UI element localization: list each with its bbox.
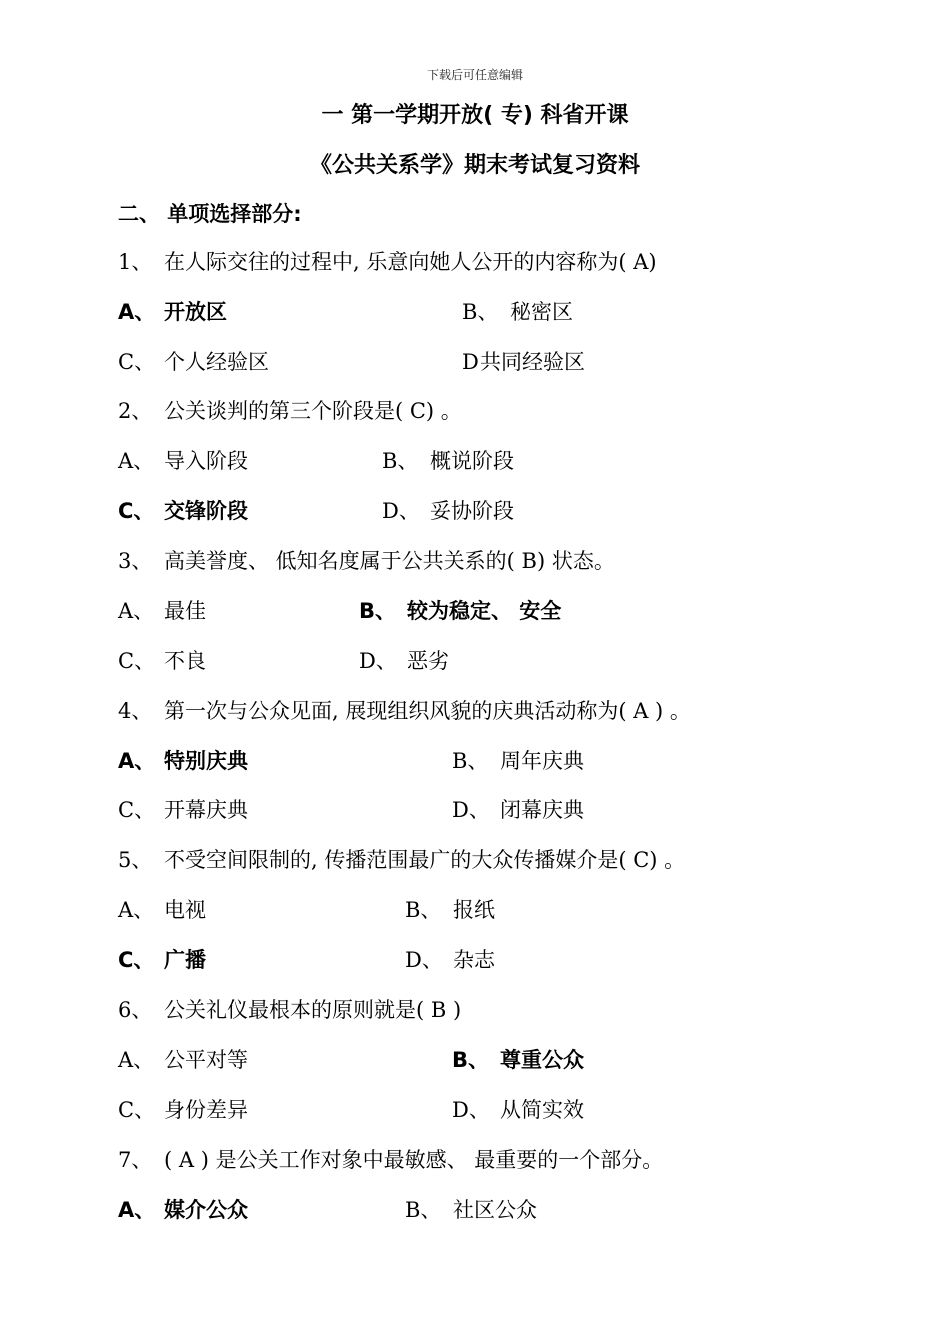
option-text: 导入阶段 (164, 449, 248, 473)
option-label: D、 (452, 798, 490, 822)
option-label: A、 (118, 1048, 155, 1072)
question-2 (0, 396, 950, 426)
question-7 (0, 1145, 950, 1175)
option-text: 开幕庆典 (164, 798, 248, 822)
option-label: C、 (118, 649, 156, 673)
options-row (0, 795, 950, 825)
section-heading: 二、 单项选择部分: (118, 202, 302, 226)
question-number: 4、 (118, 699, 153, 723)
options-row (0, 945, 950, 975)
option-label: B、 (452, 749, 489, 773)
option-label: B、 (452, 1048, 490, 1072)
question-text: ( A ) 是公关工作对象中最敏感、 最重要的一个部分。 (164, 1148, 664, 1172)
option-label: B、 (359, 599, 397, 623)
option-text: 共同经验区 (480, 350, 585, 374)
option-text: 周年庆典 (500, 749, 584, 773)
option-label: A、 (118, 300, 156, 324)
option-label: C、 (118, 1098, 156, 1122)
option-label: B、 (405, 898, 442, 922)
header-note: 下载后可任意编辑 (426, 68, 523, 82)
option-text: 恶劣 (407, 649, 449, 673)
options-row (0, 646, 950, 676)
option-text: 秘密区 (510, 300, 573, 324)
question-1 (0, 247, 950, 277)
options-row (0, 1195, 950, 1225)
question-number: 3、 (118, 549, 153, 573)
option-text-correct: 交锋阶段 (164, 499, 248, 523)
options-row (0, 496, 950, 526)
option-text: 电视 (164, 898, 206, 922)
options-row (0, 347, 950, 377)
option-label: A、 (118, 749, 156, 773)
question-number: 2、 (118, 399, 153, 423)
option-label: A、 (118, 449, 155, 473)
option-label: C、 (118, 948, 155, 972)
option-label: A、 (118, 599, 155, 623)
option-label: D、 (382, 499, 420, 523)
options-row (0, 446, 950, 476)
option-text: 公平对等 (164, 1048, 248, 1072)
option-text-correct: 较为稳定、 安全 (407, 599, 562, 623)
question-text: 公关谈判的第三个阶段是( C) 。 (164, 399, 462, 423)
question-5 (0, 845, 950, 875)
title-line-2: 《公共关系学》期末考试复习资料 (309, 153, 640, 178)
option-text: 报纸 (453, 898, 495, 922)
option-label: B、 (462, 300, 499, 324)
options-row (0, 1095, 950, 1125)
option-label: A、 (118, 898, 155, 922)
question-number: 5、 (118, 848, 153, 872)
options-row (0, 596, 950, 626)
question-text: 不受空间限制的, 传播范围最广的大众传播媒介是( C) 。 (164, 848, 686, 872)
question-number: 7、 (118, 1148, 153, 1172)
option-text: 社区公众 (453, 1198, 537, 1222)
options-row (0, 895, 950, 925)
options-row (0, 1045, 950, 1075)
options-row (0, 297, 950, 327)
option-label: C、 (118, 798, 156, 822)
option-label: D、 (359, 649, 397, 673)
option-text: 最佳 (164, 599, 206, 623)
question-4 (0, 696, 950, 726)
option-text: 个人经验区 (164, 350, 269, 374)
option-text-correct: 媒介公众 (164, 1198, 248, 1222)
option-text: 不良 (164, 649, 206, 673)
option-text: 杂志 (453, 948, 495, 972)
option-label: B、 (382, 449, 419, 473)
option-label: D、 (452, 1098, 490, 1122)
question-3 (0, 546, 950, 576)
option-label: C、 (118, 350, 156, 374)
option-text-correct: 特别庆典 (164, 749, 248, 773)
options-row (0, 746, 950, 776)
option-label: D (462, 350, 479, 374)
option-text-correct: 广播 (164, 948, 206, 972)
option-label: A、 (118, 1198, 156, 1222)
option-text-correct: 开放区 (164, 300, 227, 324)
question-text: 高美誉度、 低知名度属于公共关系的( B) 状态。 (164, 549, 615, 573)
option-label: B、 (405, 1198, 442, 1222)
option-text: 从简实效 (500, 1098, 584, 1122)
option-text-correct: 尊重公众 (500, 1048, 584, 1072)
question-number: 1、 (118, 250, 153, 274)
question-text: 公关礼仪最根本的原则就是( B ) (164, 998, 462, 1022)
option-label: D、 (405, 948, 443, 972)
question-number: 6、 (118, 998, 153, 1022)
option-text: 身份差异 (164, 1098, 248, 1122)
option-text: 概说阶段 (430, 449, 514, 473)
option-text: 妥协阶段 (430, 499, 514, 523)
option-text: 闭幕庆典 (500, 798, 584, 822)
option-label: C、 (118, 499, 155, 523)
question-text: 第一次与公众见面, 展现组织风貌的庆典活动称为( A ) 。 (164, 699, 691, 723)
question-6 (0, 995, 950, 1025)
question-text: 在人际交往的过程中, 乐意向她人公开的内容称为( A) (164, 250, 657, 274)
title-line-1: 一 第一学期开放( 专) 科省开课 (321, 103, 629, 128)
